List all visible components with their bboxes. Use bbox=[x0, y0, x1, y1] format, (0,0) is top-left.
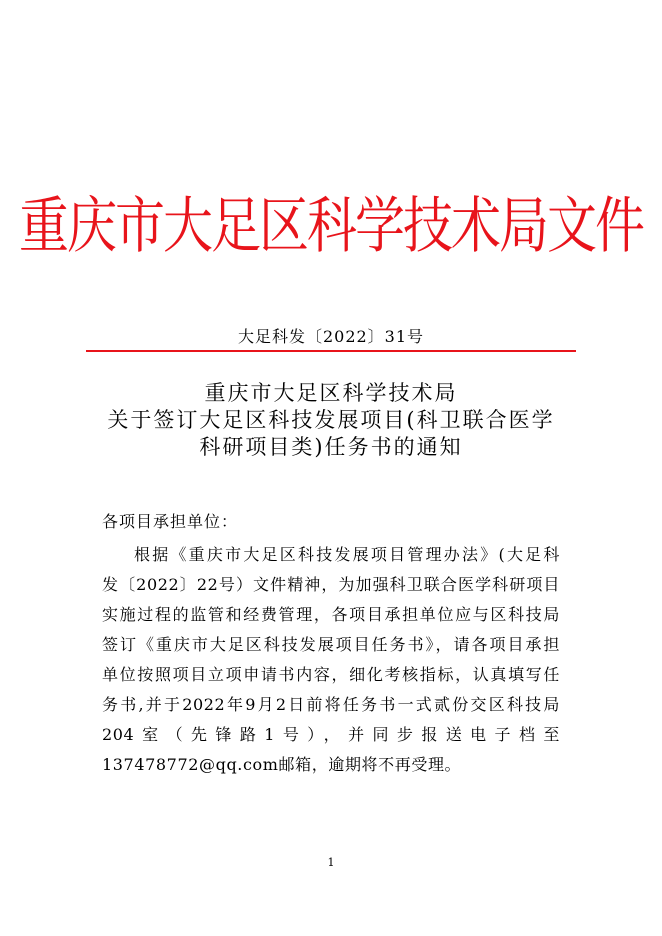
body-line: 签订《重庆市大足区科技发展项目任务书》，请各项目承担 bbox=[102, 635, 560, 654]
addressee: 各项目承担单位： bbox=[102, 512, 239, 531]
notice-title-line: 重庆市大足区科学技术局 bbox=[204, 381, 458, 405]
body-line: 务书,并于2022年9月2日前将任务书一式贰份交区科技局 bbox=[102, 695, 560, 714]
body-line: 根据《重庆市大足区科技发展项目管理办法》(大足科 bbox=[134, 545, 560, 564]
notice-title bbox=[0, 380, 662, 461]
red-divider-line bbox=[86, 350, 576, 352]
notice-title-line: 关于签订大足区科技发展项目(科卫联合医学 bbox=[107, 408, 555, 432]
document-number: 大足科发〔2022〕31号 bbox=[237, 327, 425, 346]
body-line: 实施过程的监管和经费管理，各项目承担单位应与区科技局 bbox=[102, 605, 560, 624]
document-header-title: 重庆市大足区科学技术局文件 bbox=[19, 190, 643, 262]
body-line: 204室（先锋路1号），并同步报送电子档至 bbox=[102, 725, 560, 744]
body-line: 137478772@qq.com邮箱，逾期将不再受理。 bbox=[102, 755, 462, 774]
page-number: 1 bbox=[327, 856, 335, 869]
body-line: 发〔2022〕22号）文件精神，为加强科卫联合医学科研项目 bbox=[102, 575, 560, 594]
body-line: 单位按照项目立项申请书内容，细化考核指标，认真填写任 bbox=[102, 665, 560, 684]
body-paragraph bbox=[102, 540, 560, 780]
notice-title-line: 科研项目类)任务书的通知 bbox=[199, 435, 463, 459]
